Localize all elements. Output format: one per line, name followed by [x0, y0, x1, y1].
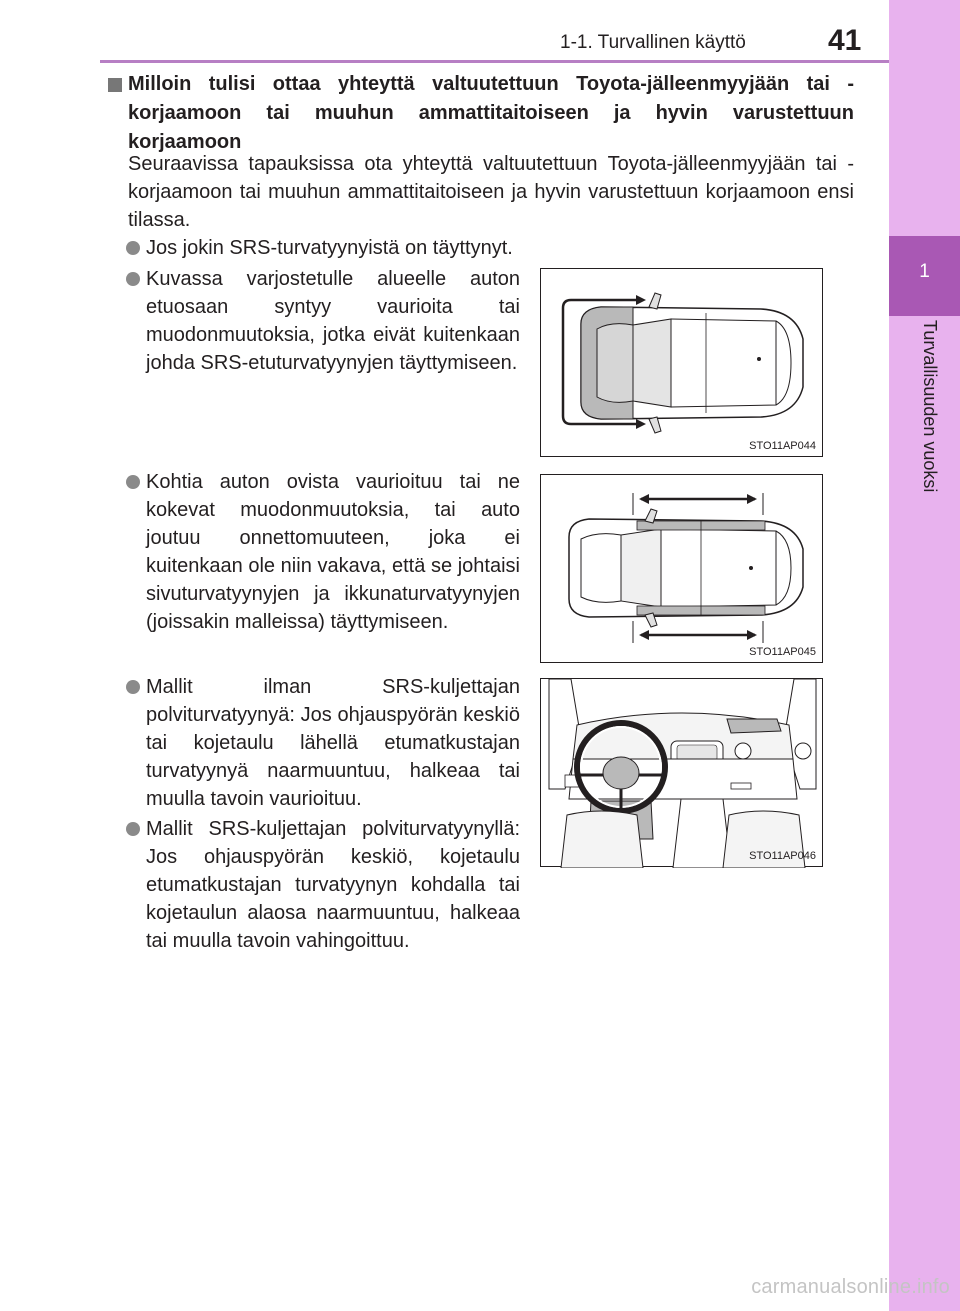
section-heading-text: Milloin tulisi ottaa yhteyttä valtuutettuun Toyota-jälleenmyyjään tai -korjaamoon tai muuhun ammattitaitoiseen ja hyvin varustettuun korjaamoon: [128, 73, 854, 153]
list-item: [146, 468, 520, 636]
round-bullet-icon: [126, 475, 140, 489]
list-item-text: Mallit ilman SRS-kuljettajan polviturvatyynyä: Jos ohjauspyörän keskiö tai kojetaulu lähellä etumatkustajan turvatyynyä naarmuuntuu, halkeaa tai muulla tavoin vaurioituu.: [146, 676, 520, 810]
round-bullet-icon: [126, 241, 140, 255]
square-bullet-icon: [108, 78, 122, 92]
section-title: 1-1. Turvallinen käyttö: [560, 32, 746, 53]
figure-dashboard: [540, 678, 823, 867]
figure-code: STO11AP044: [749, 440, 816, 452]
figure-front-zone: [540, 268, 823, 457]
round-bullet-icon: [126, 272, 140, 286]
intro-paragraph: Seuraavissa tapauksissa ota yhteyttä valtuutettuun Toyota-jälleenmyyjään tai -korjaamoon tai muuhun ammattitaitoiseen ja hyvin varustettuun korjaamoon ensi tilassa.: [128, 153, 854, 231]
watermark-link[interactable]: carmanualsonline.info: [751, 1276, 950, 1298]
chapter-number-tab[interactable]: 1: [889, 236, 960, 316]
list-item-text: Kohtia auton ovista vaurioituu tai ne kokevat muodonmuutoksia, tai auto joutuu onnettomuuteen, joka ei kuitenkaan ole niin vakava, että se johtaisi sivuturvatyynyjen ja ikkunaturvatyynyjen (joissakin malleissa) täyttymiseen.: [146, 471, 520, 633]
side-tab: [889, 0, 960, 1311]
round-bullet-icon: [126, 822, 140, 836]
list-item-text: Jos jokin SRS-turvatyynyistä on täyttynyt.: [146, 237, 513, 259]
dashboard-illustration: [541, 679, 824, 868]
list-item: [146, 265, 520, 377]
round-bullet-icon: [126, 680, 140, 694]
list-item-text: Mallit SRS-kuljettajan polviturvatyynyllä: Jos ohjauspyörän keskiö, kojetaulu etumatkustajan turvatyynyn kohdalla tai kojetaulun alaosa naarmuuntuu, halkeaa tai muulla tavoin vahingoittuu.: [146, 818, 520, 952]
chapter-label: Turvallisuuden vuoksi: [920, 320, 940, 493]
list-item: [146, 234, 866, 262]
list-item-text: Kuvassa varjostetulle alueelle auton etuosaan syntyy vaurioita tai muodonmuutoksia, jotka eivät kuitenkaan johda SRS-etuturvatyynyjen täyttymiseen.: [146, 268, 520, 374]
header-rule: [100, 60, 889, 63]
car-top-view-front-illustration: [541, 269, 824, 458]
figure-side-zone: [540, 474, 823, 663]
section-heading: [128, 70, 854, 157]
page-number: 41: [828, 24, 862, 57]
car-top-view-side-illustration: [541, 475, 824, 664]
list-item: [146, 673, 520, 813]
figure-code: STO11AP045: [749, 646, 816, 658]
list-item: [146, 815, 520, 955]
figure-code: STO11AP046: [749, 850, 816, 862]
